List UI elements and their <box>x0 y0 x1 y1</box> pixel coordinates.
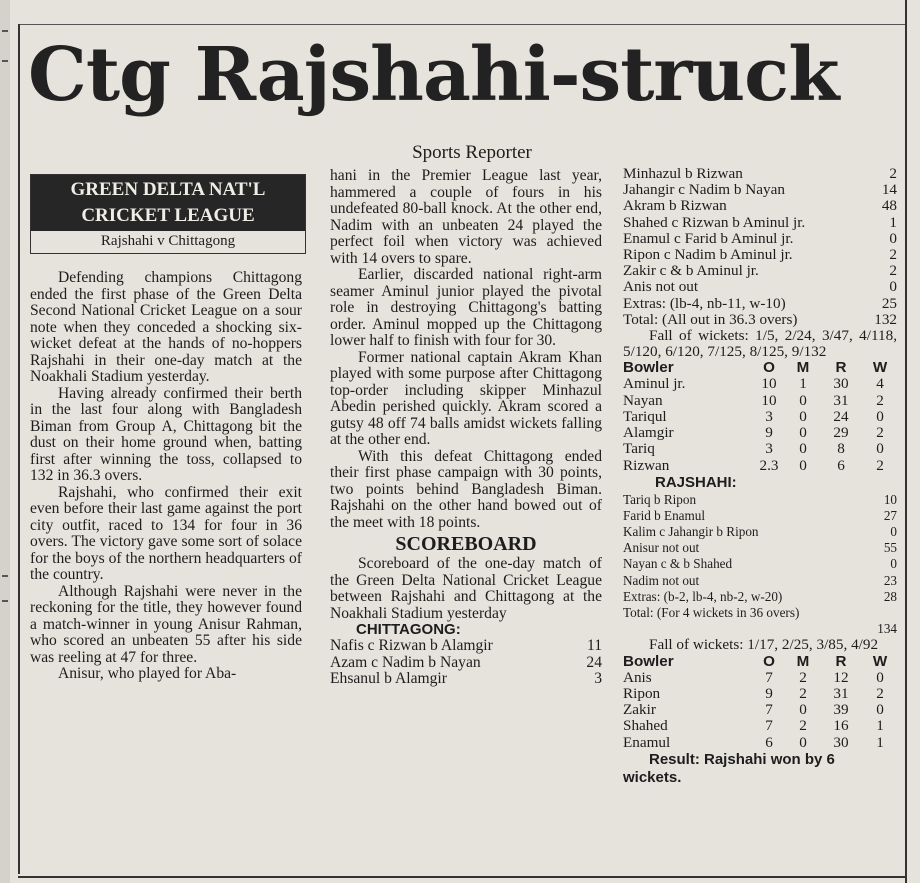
bowler: Aminul jr. <box>623 375 686 393</box>
bowler: Enamul <box>623 733 671 751</box>
overs: 3 <box>765 440 773 458</box>
wickets: 0 <box>876 440 884 458</box>
runs: 6 <box>837 456 845 474</box>
paragraph: Earlier, discarded national right-arm seamer Aminul junior played the pivotal role in destroying Chittagong's batting order. Aminul mopped up the Chittagong lower half to finish with four for 30. <box>330 266 602 349</box>
batting-row <box>623 263 897 279</box>
wickets-col: W <box>872 652 888 670</box>
paragraph: With this defeat Chittagong ended their first phase campaign with 30 points, two points behind Bangladesh Biman. Rajshahi on the other hand bowed out of the meet with 18 points. <box>330 447 602 531</box>
batsman: Azam c Nadim b Nayan <box>330 653 481 671</box>
batting-row <box>623 198 897 214</box>
bowling-row <box>623 670 897 686</box>
runs: 2 <box>889 262 897 280</box>
batsman: Tariq b Ripon <box>623 491 697 507</box>
batting-row <box>623 508 897 524</box>
maidens-col: M <box>796 652 810 670</box>
paragraph: Defending champions Chittagong ended the first phase of the Green Delta Second National Cricket League on a sour note when they conceded a shocking six-wicket defeat at the hands of no-hoppers Rajshahi in their one-day match at the Noakhali Stadium yesterday. <box>30 269 302 385</box>
wickets: 2 <box>876 685 884 702</box>
left-rule <box>18 24 20 874</box>
wickets: 0 <box>876 407 884 425</box>
runs: 8 <box>837 440 845 458</box>
batting-row <box>330 671 602 688</box>
article-column-1 <box>30 270 302 683</box>
bowler: Ripon <box>623 685 661 702</box>
byline: Sports Reporter <box>412 142 532 163</box>
batsman: Shahed c Rizwan b Aminul jr. <box>623 213 806 231</box>
batting-row <box>623 492 897 508</box>
fall-of-wickets: Fall of wickets: 1/17, 2/25, 3/85, 4/92 <box>649 636 879 654</box>
total-runs: 132 <box>874 310 897 328</box>
runs: 11 <box>586 637 602 654</box>
batsman: Nafis c Rizwan b Alamgir <box>330 637 493 654</box>
maidens: 2 <box>799 668 807 686</box>
runs: 55 <box>883 540 897 556</box>
batting-row <box>623 247 897 263</box>
total-label: Total: (For 4 wickets in 36 overs) <box>623 605 800 621</box>
batting-row <box>623 215 897 231</box>
total-row <box>623 312 897 328</box>
batsman: Anisur not out <box>623 540 700 556</box>
batsman: Enamul c Farid b Aminul jr. <box>623 229 794 247</box>
runs: 2 <box>889 245 897 263</box>
total-row <box>623 605 897 621</box>
runs: 29 <box>833 424 849 442</box>
runs: 24 <box>833 407 849 425</box>
edge-mark <box>2 575 8 577</box>
overs: 7 <box>765 701 773 719</box>
runs-col: R <box>835 652 847 670</box>
runs: 31 <box>833 391 849 409</box>
overs: 9 <box>765 424 773 442</box>
maidens: 2 <box>799 685 807 702</box>
runs: 3 <box>594 670 602 687</box>
runs: 0 <box>889 229 897 247</box>
extras-row <box>623 296 897 312</box>
bowler: Tariqul <box>623 407 667 425</box>
overs: 2.3 <box>759 456 779 474</box>
scoreboard-intro: Scoreboard of the one-day match of the Green Delta National Cricket League between Rajshahi and Chittagong at the Noakhali Stadium yesterday <box>330 555 602 622</box>
batting-row <box>623 279 897 295</box>
overs: 9 <box>765 685 773 702</box>
runs: 31 <box>833 685 849 702</box>
paragraph: hani in the Premier League last year, hammered a couple of fours in his undefeated 80-ball knock. At the other end, Nadim with an unbeaten 24 played the perfect foil when victory was achieved with 14 overs to spare. <box>330 167 602 267</box>
overs: 10 <box>761 391 777 409</box>
total-runs-row <box>623 621 897 637</box>
team-heading-rajshahi: RAJSHAHI: <box>655 473 737 491</box>
batting-row <box>330 655 602 672</box>
runs: 23 <box>883 572 897 588</box>
fall-of-wickets: Fall of wickets: 1/5, 2/24, 3/47, 4/118, 5/120, 6/120, 7/125, 8/125, 9/132 <box>623 326 897 361</box>
paragraph: Rajshahi, who confirmed their exit even before their last game against the port city outfit, raced to 134 for four in 36 overs. The victory gave some sort of solace for the boys of the northern headquarters of the country. <box>30 483 302 583</box>
runs: 0 <box>890 556 897 572</box>
runs: 2 <box>889 165 897 182</box>
maidens: 0 <box>799 391 807 409</box>
maidens: 0 <box>799 440 807 458</box>
bowling-row <box>623 376 897 392</box>
batting-row <box>623 573 897 589</box>
runs: 16 <box>833 717 849 735</box>
runs: 10 <box>883 491 897 507</box>
bowler: Rizwan <box>623 456 670 474</box>
maidens: 0 <box>799 407 807 425</box>
bottom-rule <box>18 876 907 878</box>
overs: 7 <box>765 668 773 686</box>
headline: Ctg Rajshahi-struck <box>28 32 839 118</box>
scoreboard-column <box>623 166 897 787</box>
edge-mark <box>2 60 8 62</box>
batting-row <box>623 540 897 556</box>
kicker-line-1: GREEN DELTA NAT'L <box>70 179 266 200</box>
bowling-row <box>623 702 897 718</box>
batsman: Zakir c & b Aminul jr. <box>623 262 759 280</box>
bowling-header <box>623 360 897 376</box>
bowling-header <box>623 654 897 670</box>
extras-runs: 25 <box>881 294 897 312</box>
batsman: Nayan c & b Shahed <box>623 556 733 572</box>
bowling-row <box>623 425 897 441</box>
overs-col: O <box>763 359 775 377</box>
wickets: 2 <box>876 424 884 442</box>
batsman: Kalim c Jahangir b Ripon <box>623 524 759 540</box>
maidens: 0 <box>799 701 807 719</box>
bowler: Shahed <box>623 717 668 735</box>
runs: 30 <box>833 375 849 393</box>
maidens: 1 <box>799 375 807 393</box>
wickets: 0 <box>876 668 884 686</box>
runs: 24 <box>586 653 602 671</box>
team-heading-chittagong: CHITTAGONG: <box>356 621 461 638</box>
paragraph: Although Rajshahi were never in the reckoning for the title, they however found a match-winner in young Anisur Rahman, who scored an unbeaten 55 after his side was reeling at 47 for three. <box>30 582 302 666</box>
runs: 27 <box>883 507 897 523</box>
extras-runs: 28 <box>883 588 897 604</box>
batsman: Jahangir c Nadim b Nayan <box>623 181 785 199</box>
batting-row <box>623 231 897 247</box>
total-runs: 134 <box>877 621 897 637</box>
runs: 30 <box>833 733 849 751</box>
bowler: Anis <box>623 668 652 686</box>
maidens: 0 <box>799 456 807 474</box>
paragraph: Former national captain Akram Khan played with some purpose after Chittagong top-order including skipper Minhazul Abedin perished quickly. Akram scored a gutsy 48 off 74 balls amidst wickets falling at the other end. <box>330 348 602 448</box>
batting-row <box>330 638 602 655</box>
bowler-col: Bowler <box>623 359 674 377</box>
total-label: Total: (All out in 36.3 overs) <box>623 310 798 328</box>
runs: 1 <box>889 213 897 231</box>
edge-mark <box>2 600 8 602</box>
runs-col: R <box>835 359 847 377</box>
batsman: Akram b Rizwan <box>623 197 727 215</box>
wickets: 2 <box>876 456 884 474</box>
kicker-subtitle: Rajshahi v Chittagong <box>100 233 236 249</box>
batsman: Farid b Enamul <box>623 507 706 523</box>
right-rule <box>905 0 907 883</box>
bowling-row <box>623 458 897 474</box>
wickets-col: W <box>872 359 888 377</box>
bowler: Tariq <box>623 440 655 458</box>
wickets: 0 <box>876 701 884 719</box>
bowling-row <box>623 393 897 409</box>
batsman: Anis not out <box>623 278 699 296</box>
batsman: Nadim not out <box>623 572 700 588</box>
article-column-2 <box>330 168 602 688</box>
overs: 10 <box>761 375 777 393</box>
batsman: Ripon c Nadim b Aminul jr. <box>623 245 793 263</box>
runs: 14 <box>881 181 897 199</box>
bowling-row <box>623 686 897 702</box>
overs: 3 <box>765 407 773 425</box>
batsman: Ehsanul b Alamgir <box>330 670 447 687</box>
overs: 6 <box>765 733 773 751</box>
bowler-col: Bowler <box>623 652 674 670</box>
bowling-row <box>623 735 897 751</box>
wickets: 1 <box>876 733 884 751</box>
overs: 7 <box>765 717 773 735</box>
match-result: Result: Rajshahi won by 6 wickets. <box>623 750 835 786</box>
extras-label: Extras: (lb-4, nb-11, w-10) <box>623 294 786 312</box>
wickets: 1 <box>876 717 884 735</box>
kicker-line-2: CRICKET LEAGUE <box>81 205 255 226</box>
runs: 0 <box>890 524 897 540</box>
maidens: 0 <box>799 733 807 751</box>
maidens: 2 <box>799 717 807 735</box>
paragraph: Anisur, who played for Aba- <box>58 665 237 682</box>
kicker-box <box>30 174 306 254</box>
batsman: Minhazul b Rizwan <box>623 165 743 182</box>
runs: 12 <box>833 668 849 686</box>
bowling-row <box>623 718 897 734</box>
batting-row <box>623 524 897 540</box>
batting-row <box>623 556 897 572</box>
batting-row <box>623 182 897 198</box>
runs: 39 <box>833 701 849 719</box>
maidens: 0 <box>799 424 807 442</box>
bowling-row <box>623 409 897 425</box>
extras-row <box>623 589 897 605</box>
bowler: Alamgir <box>623 424 674 442</box>
bowler: Nayan <box>623 391 663 409</box>
maidens-col: M <box>796 359 810 377</box>
wickets: 2 <box>876 391 884 409</box>
batting-row <box>623 166 897 182</box>
overs-col: O <box>763 652 775 670</box>
extras-label: Extras: (b-2, lb-4, nb-2, w-20) <box>623 588 783 604</box>
paragraph: Having already confirmed their berth in the last four along with Bangladesh Biman from Group A, Chittagong bit the dust on their home ground when, batting first after winning the toss, collapsed to 132 in 36.3 overs. <box>30 384 302 484</box>
bowling-row <box>623 441 897 457</box>
runs: 48 <box>881 197 897 215</box>
bowler: Zakir <box>623 701 656 719</box>
kicker-title <box>31 175 305 231</box>
runs: 0 <box>889 278 897 296</box>
page-edge <box>0 0 10 883</box>
edge-mark <box>2 30 8 32</box>
scoreboard-title: SCOREBOARD <box>395 533 537 555</box>
wickets: 4 <box>876 375 884 393</box>
